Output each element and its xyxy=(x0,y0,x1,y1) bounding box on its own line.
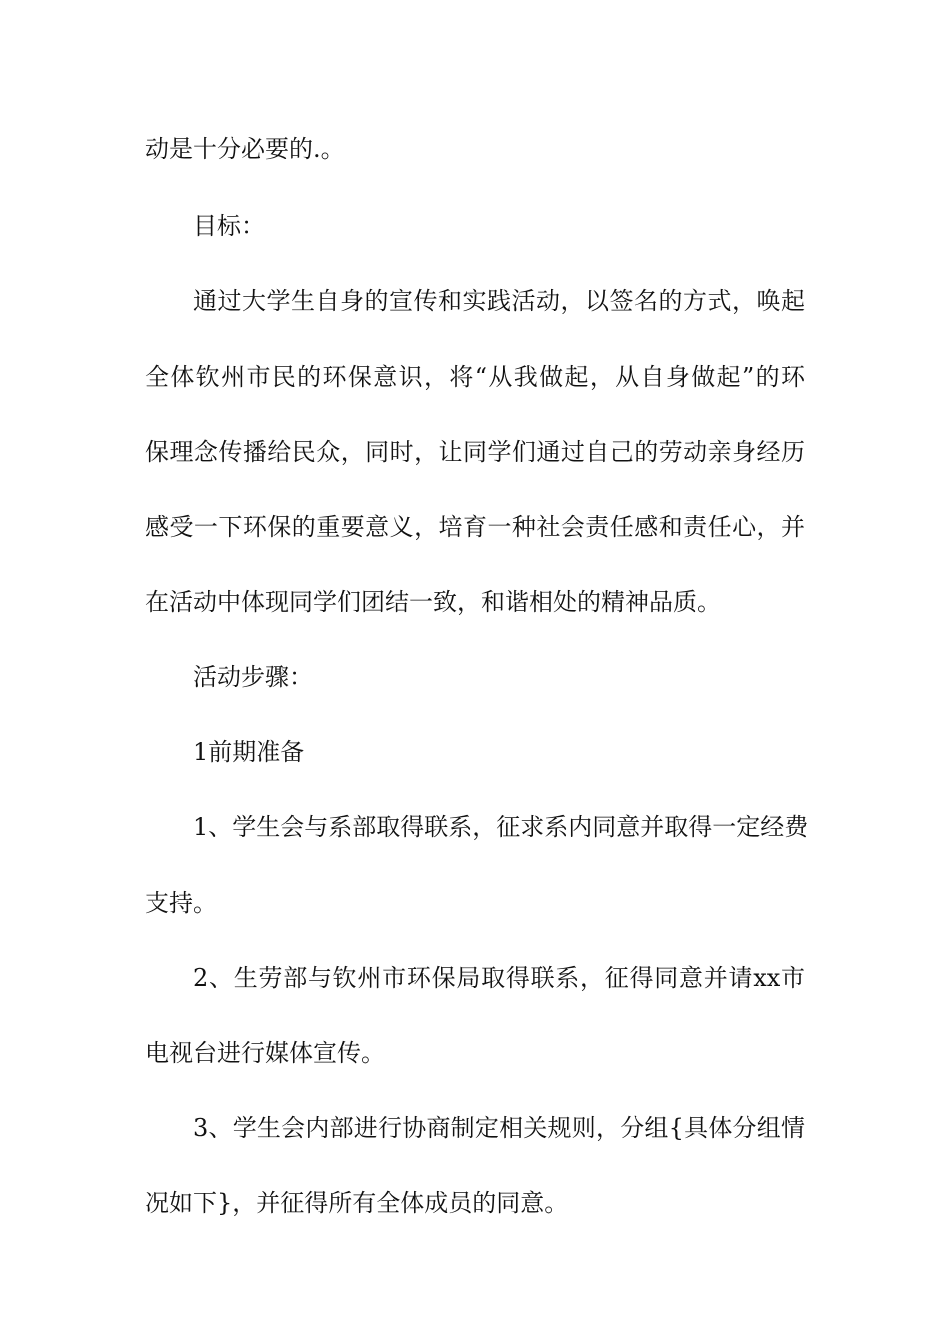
section-heading-goal: 目标： xyxy=(193,212,265,240)
text-line: 动是十分必要的.。 xyxy=(145,135,345,163)
text-line: 支持。 xyxy=(145,889,217,917)
text-line: 全体钦州市民的环保意识，将“从我做起，从自身做起”的环 xyxy=(145,363,805,391)
text-line: 在活动中体现同学们团结一致，和谐相处的精神品质。 xyxy=(145,588,721,616)
text-line: 电视台进行媒体宣传。 xyxy=(145,1039,385,1067)
text-line: 感受一下环保的重要意义，培育一种社会责任感和责任心，并 xyxy=(145,513,805,541)
list-item: 1、学生会与系部取得联系，征求系内同意并取得一定经费 xyxy=(193,813,809,841)
subsection-heading: 1前期准备 xyxy=(193,738,305,766)
text-line: 况如下}，并征得所有全体成员的同意。 xyxy=(145,1189,569,1217)
list-item: 3、学生会内部进行协商制定相关规则，分组{具体分组情 xyxy=(193,1114,805,1142)
section-heading-steps: 活动步骤： xyxy=(193,663,313,691)
text-line: 保理念传播给民众，同时，让同学们通过自己的劳动亲身经历 xyxy=(145,438,805,466)
text-line: 通过大学生自身的宣传和实践活动，以签名的方式，唤起 xyxy=(193,287,805,315)
list-item: 2、生劳部与钦州市环保局取得联系，征得同意并请xx市 xyxy=(193,964,805,992)
